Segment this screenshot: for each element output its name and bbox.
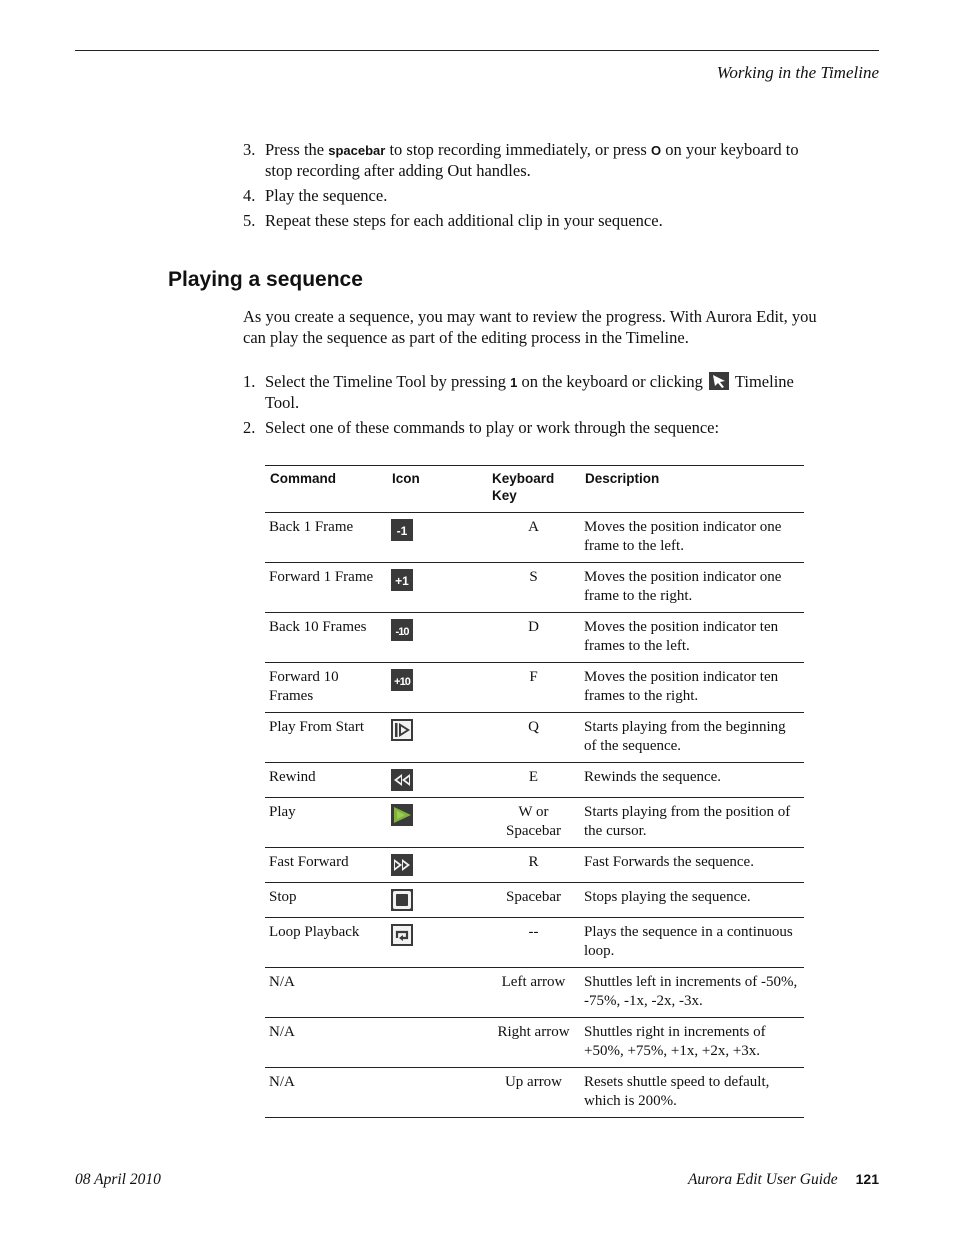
key-cell: Up arrow <box>487 1068 580 1118</box>
page-number: 121 <box>855 1171 879 1187</box>
description-cell: Starts playing from the beginning of the sequence. <box>580 713 804 763</box>
command-cell: N/A <box>265 1018 387 1068</box>
table-row <box>265 1068 804 1118</box>
key-cell: E <box>487 763 580 798</box>
loop-playback-icon <box>391 924 413 946</box>
step-text: on the keyboard or clicking <box>517 372 708 391</box>
description-cell: Moves the position indicator one frame to the right. <box>580 563 804 613</box>
description-cell: Resets shuttle speed to default, which is 200%. <box>580 1068 804 1118</box>
key-cell: Q <box>487 713 580 763</box>
key-cell: -- <box>487 918 580 968</box>
back-10-frames-icon <box>391 619 413 641</box>
command-cell: Play From Start <box>265 713 387 763</box>
icon-cell <box>387 613 487 663</box>
icon-label: +10 <box>394 676 410 688</box>
description-cell: Stops playing the sequence. <box>580 883 804 918</box>
command-cell: N/A <box>265 1068 387 1118</box>
icon-cell <box>387 918 487 968</box>
steps-list <box>243 372 828 443</box>
command-cell: Back 10 Frames <box>265 613 387 663</box>
header-keyboard-key: Keyboard Key <box>487 466 580 513</box>
footer-guide <box>688 1171 879 1189</box>
commands-table <box>265 465 804 1118</box>
table-header-row <box>265 466 804 513</box>
step-number: 1. <box>243 372 256 391</box>
step-number: 4. <box>243 186 256 205</box>
play-from-start-icon <box>391 719 413 741</box>
command-cell: Fast Forward <box>265 848 387 883</box>
table-row <box>265 663 804 713</box>
list-item <box>243 372 828 413</box>
step-text: on your keyboard to stop recording after adding Out handles. <box>265 140 799 180</box>
description-cell: Moves the position indicator ten frames to the right. <box>580 663 804 713</box>
command-cell: Back 1 Frame <box>265 513 387 563</box>
table-row <box>265 613 804 663</box>
description-cell: Plays the sequence in a continuous loop. <box>580 918 804 968</box>
key-cell: A <box>487 513 580 563</box>
icon-cell <box>387 968 487 1018</box>
table-row <box>265 798 804 848</box>
icon-cell <box>387 1068 487 1118</box>
command-cell: Loop Playback <box>265 918 387 968</box>
step-number: 5. <box>243 211 256 230</box>
step-text: Select the Timeline Tool by pressing <box>265 372 511 391</box>
key-cell: W or Spacebar <box>487 798 580 848</box>
key-cell: Right arrow <box>487 1018 580 1068</box>
table-row <box>265 563 804 613</box>
forward-1-frame-icon <box>391 569 413 591</box>
header-description: Description <box>580 466 804 513</box>
step-number: 2. <box>243 418 256 437</box>
key-cell: Spacebar <box>487 883 580 918</box>
stop-icon <box>391 889 413 911</box>
header-icon: Icon <box>387 466 487 513</box>
command-cell: Play <box>265 798 387 848</box>
step-text: Timeline Tool. <box>265 372 794 412</box>
footer-guide-title: Aurora Edit User Guide <box>687 1171 838 1188</box>
list-item <box>243 140 828 181</box>
icon-label: -1 <box>396 524 408 538</box>
intro-paragraph: As you create a sequence, you may want to review the progress. With Aurora Edit, you can play the sequence as part of the editing process in the Timeline. <box>243 307 817 347</box>
icon-label: +1 <box>395 574 409 588</box>
key-cell: Left arrow <box>487 968 580 1018</box>
table-row <box>265 1018 804 1068</box>
description-cell: Fast Forwards the sequence. <box>580 848 804 883</box>
description-cell: Moves the position indicator one frame to the left. <box>580 513 804 563</box>
icon-cell <box>387 563 487 613</box>
table-row <box>265 968 804 1018</box>
table-row <box>265 713 804 763</box>
top-steps-list <box>243 140 828 236</box>
keycap-1: 1 <box>510 375 518 390</box>
step-text: Press the <box>265 140 329 159</box>
command-cell: Forward 10 Frames <box>265 663 387 713</box>
back-1-frame-icon <box>391 519 413 541</box>
forward-10-frames-icon <box>391 669 413 691</box>
step-text: to stop recording immediately, or press <box>385 140 651 159</box>
key-cell: S <box>487 563 580 613</box>
table-row <box>265 918 804 968</box>
command-cell: N/A <box>265 968 387 1018</box>
table-row <box>265 513 804 563</box>
keycap-o: O <box>650 143 662 158</box>
keycap-spacebar: spacebar <box>328 143 386 158</box>
footer-date: 08 April 2010 <box>75 1171 161 1188</box>
command-cell: Forward 1 Frame <box>265 563 387 613</box>
icon-cell <box>387 663 487 713</box>
list-item <box>243 418 828 438</box>
table-row <box>265 763 804 798</box>
table-row <box>265 848 804 883</box>
list-item <box>243 186 828 206</box>
icon-cell <box>387 763 487 798</box>
header-command: Command <box>265 466 387 513</box>
step-number: 3. <box>243 140 256 159</box>
step-text: Play the sequence. <box>265 186 388 205</box>
section-heading: Playing a sequence <box>168 268 363 291</box>
step-text: Select one of these commands to play or work through the sequence: <box>265 418 720 437</box>
fast-forward-icon <box>391 854 413 876</box>
icon-label: -10 <box>395 626 409 638</box>
icon-cell <box>387 883 487 918</box>
command-cell: Rewind <box>265 763 387 798</box>
description-cell: Starts playing from the position of the cursor. <box>580 798 804 848</box>
table-row <box>265 883 804 918</box>
description-cell: Shuttles right in increments of +50%, +75%, +1x, +2x, +3x. <box>580 1018 804 1068</box>
rewind-icon <box>391 769 413 791</box>
description-cell: Rewinds the sequence. <box>580 763 804 798</box>
key-cell: F <box>487 663 580 713</box>
icon-cell <box>387 713 487 763</box>
play-icon <box>391 804 413 826</box>
icon-cell <box>387 513 487 563</box>
icon-cell <box>387 1018 487 1068</box>
timeline-tool-arrow-icon <box>709 372 729 390</box>
step-text: Repeat these steps for each additional clip in your sequence. <box>265 211 663 230</box>
icon-cell <box>387 798 487 848</box>
list-item <box>243 211 828 231</box>
running-head: Working in the Timeline <box>716 63 879 82</box>
key-cell: D <box>487 613 580 663</box>
header-rule <box>75 50 879 51</box>
key-cell: R <box>487 848 580 883</box>
description-cell: Moves the position indicator ten frames to the left. <box>580 613 804 663</box>
command-cell: Stop <box>265 883 387 918</box>
icon-cell <box>387 848 487 883</box>
description-cell: Shuttles left in increments of -50%, -75%, -1x, -2x, -3x. <box>580 968 804 1018</box>
